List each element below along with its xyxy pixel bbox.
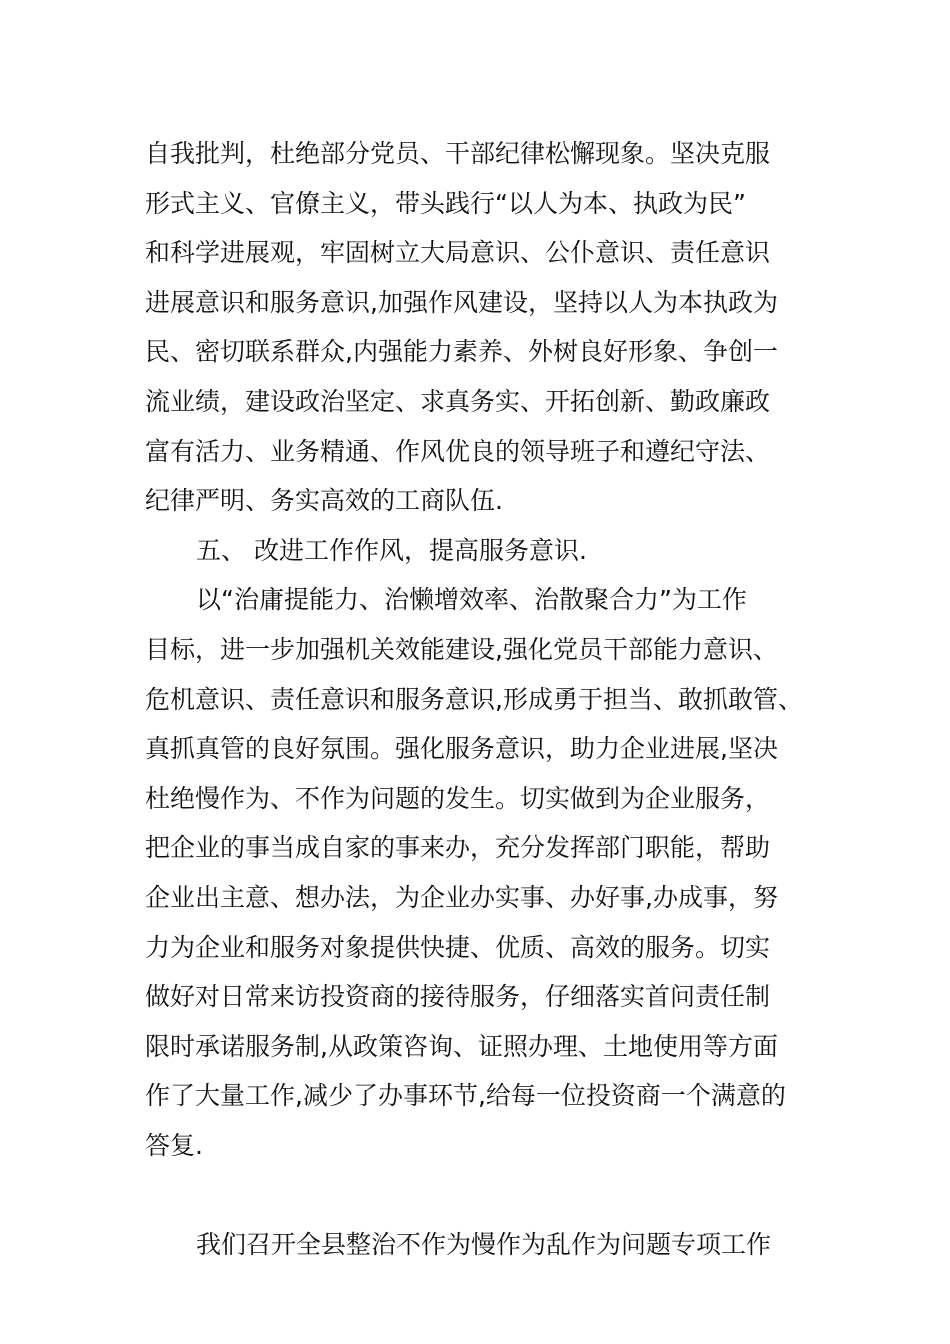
text-line: 真抓真管的良好氛围。强化服务意识，助力企业进展,坚决	[145, 734, 778, 764]
text-line: 企业出主意、想办法，为企业办实事、办好事,办成事，努	[145, 882, 778, 912]
text-line: 和科学进展观，牢固树立大局意识、公仆意识、责任意识	[145, 238, 771, 268]
text-line: 进展意识和服务意识,加强作风建设，坚持以人为本执政为	[145, 287, 778, 317]
text-line: 纪律严明、务实高效的工商队伍.	[145, 486, 503, 516]
text-line: 杜绝慢作为、不作为问题的发生。切实做到为企业服务，	[145, 783, 771, 813]
section-heading: 五、 改进工作作风，提高服务意识.	[196, 535, 587, 565]
text-line: 把企业的事当成自家的事来办，充分发挥部门职能，帮助	[145, 833, 771, 863]
text-line: 力为企业和服务对象提供快捷、优质、高效的服务。切实	[145, 932, 771, 962]
text-line: 富有活力、业务精通、作风优良的领导班子和遵纪守法、	[145, 436, 771, 466]
text-line: 自我批判，杜绝部分党员、干部纪律松懈现象。坚决克服	[145, 139, 771, 168]
text-line: 形式主义、官僚主义，带头践行“以人为本、执政为民”	[145, 188, 746, 218]
text-line: 流业绩，建设政治坚定、求真务实、开拓创新、勤政廉政	[145, 386, 771, 416]
text-line: 限时承诺服务制,从政策咨询、证照办理、土地使用等方面	[145, 1031, 778, 1061]
body-text	[145, 129, 825, 1270]
text-line: 危机意识、责任意识和服务意识,形成勇于担当、敢抓敢管、	[145, 684, 803, 714]
text-line: 做好对日常来访投资商的接待服务，仔细落实首问责任制	[145, 982, 771, 1012]
blank-line	[145, 1170, 825, 1220]
text-line: 答复.	[145, 1130, 203, 1160]
text-line: 我们召开全县整治不作为慢作为乱作为问题专项工作	[196, 1230, 772, 1260]
text-line: 以“治庸提能力、治懒增效率、治散聚合力”为工作	[196, 585, 747, 615]
text-line: 民、密切联系群众,内强能力素养、外树良好形象、争创一	[145, 337, 778, 367]
text-line: 目标，进一步加强机关效能建设,强化党员干部能力意识、	[145, 634, 778, 664]
text-line: 作了大量工作,减少了办事环节,给每一位投资商一个满意的	[145, 1081, 786, 1111]
